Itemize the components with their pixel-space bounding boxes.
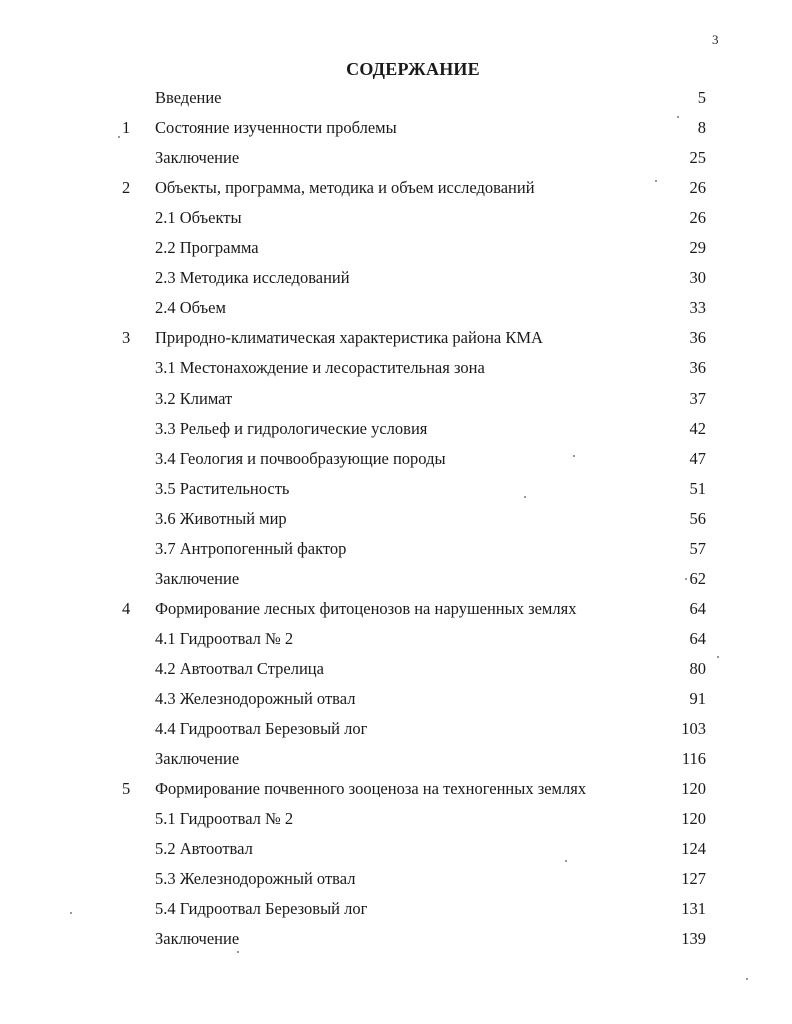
toc-entry-title: Состояние изученности проблемы [155,118,397,137]
toc-entry-title: Объекты, программа, методика и объем исследований [155,178,535,198]
toc-entry-title: 3.3 Рельеф и гидрологические условия [155,418,428,438]
toc-entry [0,536,792,562]
toc-entry [0,716,792,742]
toc-page-number: 120 [681,779,706,799]
scan-speck [573,455,575,457]
toc-entry-title: 3.1 Местонахождение и лесорастительная зона [155,358,485,378]
toc-page-number: 42 [689,418,706,438]
toc-entry-title: 4.3 Железнодорожный отвал [155,689,356,708]
toc-entry [0,295,792,321]
toc-entry-title: 4.4 Гидроотвал Березовый лог [155,719,368,739]
toc-entry [0,85,792,111]
toc-page-number: 26 [689,178,706,198]
toc-page-number: 5 [697,88,706,107]
toc-entry-title: 2.3 Методика исследований [155,268,350,288]
toc-entry-title: 5.2 Автоотвал [155,839,253,859]
toc-page-number: 64 [689,628,706,648]
toc-entry [0,446,792,472]
toc-page-number: 33 [689,298,706,318]
toc-page-number: 120 [681,809,706,829]
toc-entry [0,416,792,442]
toc-entry-title: Заключение [155,929,240,949]
scan-speck [118,136,120,138]
toc-entry [0,926,792,952]
toc-page-number: 103 [681,719,706,739]
toc-entry-title: 2.1 Объекты [155,208,242,228]
toc-entry-title: Природно-климатическая характеристика района КМА [155,328,543,348]
toc-entry [0,386,792,412]
toc-entry [0,325,792,351]
scan-speck [677,116,679,118]
toc-entry-title: 2.4 Объем [155,298,226,318]
toc-page-number: 8 [697,118,706,137]
toc-entry [0,686,792,712]
toc-page-number: 127 [681,869,706,889]
toc-entry-title: 3.7 Антропогенный фактор [155,538,347,558]
toc-entry-title: Заключение [155,568,240,588]
toc-entry [0,566,792,592]
toc-entry [0,776,792,802]
scan-speck [746,978,748,980]
toc-chapter-number: 3 [122,328,131,348]
toc-entry [0,866,792,892]
scan-speck [565,860,567,862]
toc-entry [0,896,792,922]
toc-entry-title: 3.2 Климат [155,388,233,408]
toc-entry-title: Заключение [155,148,240,168]
toc-page-number: 30 [689,268,706,288]
toc-page-number: 56 [689,508,706,528]
toc-entry-title: Введение [155,88,222,107]
toc-page-number: 116 [681,749,706,769]
toc-entry [0,175,792,201]
toc-chapter-number: 2 [122,178,131,198]
toc-entry-title: 3.6 Животный мир [155,508,287,528]
toc-chapter-number: 4 [122,598,131,618]
toc-entry [0,235,792,261]
page-number: 3 [712,32,719,47]
toc-chapter-number: 1 [122,118,131,137]
toc-chapter-number: 5 [122,779,131,799]
toc-entry-title: 4.2 Автоотвал Стрелица [155,659,324,678]
toc-entry-title: 5.1 Гидроотвал № 2 [155,809,294,829]
toc-entry [0,145,792,171]
toc-entry [0,806,792,832]
toc-page-number: 80 [689,659,706,678]
toc-entry [0,476,792,502]
scan-speck [70,912,72,914]
toc-entry-title: Формирование почвенного зооценоза на техногенных землях [155,779,587,799]
toc-entry [0,596,792,622]
toc-entry-title: 5.3 Железнодорожный отвал [155,869,356,889]
scan-speck [655,180,657,182]
scan-speck [524,496,526,498]
toc-entry [0,626,792,652]
toc-entry-title: 5.4 Гидроотвал Березовый лог [155,899,368,919]
toc-page-number: 47 [689,448,706,468]
toc-page-number: 62 [689,568,706,588]
toc-entry [0,355,792,381]
toc-page-number: 29 [689,238,706,258]
toc-entry-title: 3.5 Растительность [155,478,290,498]
toc-entry [0,656,792,682]
toc-entry-title: Заключение [155,749,240,769]
toc-entry [0,205,792,231]
toc-entry-title: 2.2 Программа [155,238,259,258]
toc-page-number: 131 [681,899,706,919]
page-title: СОДЕРЖАНИЕ [346,59,480,79]
toc-page-number: 51 [689,478,706,498]
toc-entry-title: Формирование лесных фитоценозов на нарушенных землях [155,598,577,618]
toc-entry [0,836,792,862]
toc-page-number: 36 [689,328,706,348]
toc-entry-title: 3.4 Геология и почвообразующие породы [155,448,446,468]
toc-page-number: 64 [689,598,706,618]
toc-page-number: 124 [681,839,706,859]
toc-entry [0,265,792,291]
toc-page-number: 25 [689,148,706,168]
scan-speck [717,656,719,658]
toc-entry [0,746,792,772]
toc-page-number: 37 [689,388,706,408]
scan-speck [237,951,239,953]
scan-speck [685,578,687,580]
toc-page-number: 57 [689,538,706,558]
toc-page-number: 26 [689,208,706,228]
toc-page-number: 139 [681,929,706,949]
toc-entry-title: 4.1 Гидроотвал № 2 [155,628,294,648]
toc-page-number: 36 [689,358,706,378]
toc-entry [0,506,792,532]
toc-page-number: 91 [689,689,706,708]
